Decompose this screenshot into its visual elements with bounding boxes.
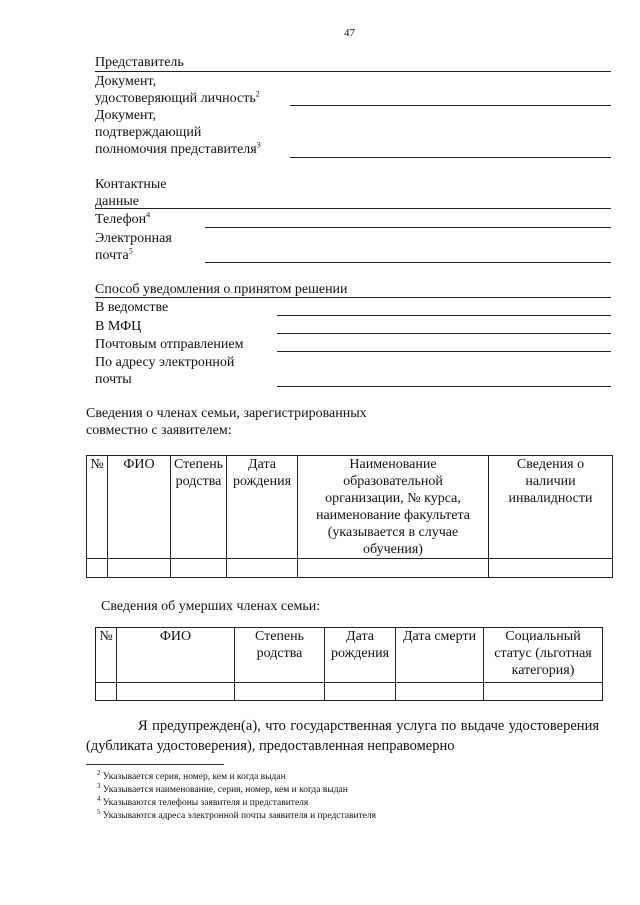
cell-input[interactable] xyxy=(484,683,603,701)
notify-mfc-field[interactable] xyxy=(277,333,611,334)
footnote-ref-5: 5 xyxy=(128,246,133,256)
phone-label xyxy=(95,211,150,228)
phone-label-text: Телефон xyxy=(95,212,147,227)
footnote-separator xyxy=(86,764,224,765)
cell-input[interactable] xyxy=(108,559,171,578)
col-social-status: Социальный статус (льготная категория) xyxy=(484,628,603,683)
family-deceased-empty-row xyxy=(96,683,603,701)
notify-option-office: В ведомстве xyxy=(95,300,169,315)
notification-title: Способ уведомления о принятом решении xyxy=(95,282,348,297)
notify-option-email-line1: По адресу электронной xyxy=(95,355,235,370)
footnote-5: $^5$ Указываются адреса электронной почты заявителя и представителя xyxy=(97,807,377,821)
cell-input[interactable] xyxy=(396,683,484,701)
email-label-line2 xyxy=(95,247,133,264)
cell-input[interactable] xyxy=(87,559,108,578)
cell-input[interactable] xyxy=(227,559,298,578)
footnote-ref-4: 4 xyxy=(146,210,151,220)
notify-option-mfc: В МФЦ xyxy=(95,319,142,334)
doc-authority-label-line2: подтверждающий xyxy=(95,125,202,140)
col-number: № xyxy=(96,628,117,683)
contacts-underline xyxy=(95,208,611,209)
family-deceased-heading: Сведения об умерших членах семьи: xyxy=(101,599,321,614)
notify-option-email-line2: почты xyxy=(95,372,132,387)
family-deceased-header-row xyxy=(96,628,603,683)
footnote-3: $^3$ Указывается наименование, серия, номер, кем и когда выдан xyxy=(97,781,348,795)
footnote-4: $^4$ Указываются телефоны заявителя и представителя xyxy=(97,794,309,808)
page-number: 47 xyxy=(344,27,355,39)
col-birth-date: Дата рождения xyxy=(325,628,396,683)
cell-input[interactable] xyxy=(96,683,117,701)
notify-email-field[interactable] xyxy=(277,386,611,387)
representative-title: Представитель xyxy=(95,55,184,70)
family-registered-header-row xyxy=(87,456,613,559)
phone-field[interactable] xyxy=(205,227,611,228)
col-death-date: Дата смерти xyxy=(396,628,484,683)
doc-authority-label-text: полномочия представителя xyxy=(95,142,257,157)
col-fio: ФИО xyxy=(117,628,235,683)
contacts-title-line1: Контактные xyxy=(95,177,167,192)
cell-input[interactable] xyxy=(325,683,396,701)
notify-office-field[interactable] xyxy=(277,315,611,316)
doc-identity-label-text: удостоверяющий личность xyxy=(95,91,256,106)
col-birth-date: Дата рождения xyxy=(227,456,298,559)
footnote-ref-3: 3 xyxy=(256,140,261,150)
doc-authority-label-line1: Документ, xyxy=(95,108,157,123)
family-registered-empty-row xyxy=(87,559,613,578)
col-kinship: Степень родства xyxy=(235,628,325,683)
cell-input[interactable] xyxy=(171,559,227,578)
doc-identity-label-line2 xyxy=(95,90,260,107)
doc-authority-label-line3 xyxy=(95,141,261,158)
col-education: Наименование образовательной организации, № курса, наименование факультета (указывается в случае обучения) xyxy=(298,456,489,559)
family-deceased-table xyxy=(95,627,603,701)
email-label-line1: Электронная xyxy=(95,231,172,246)
representative-underline xyxy=(95,71,611,72)
contacts-title-line2: данные xyxy=(95,194,139,209)
col-disability: Сведения о наличии инвалидности xyxy=(489,456,613,559)
footnote-2: $^2$ Указывается серия, номер, кем и когда выдан xyxy=(97,768,286,782)
email-label-text: почта xyxy=(95,248,129,263)
col-kinship: Степень родства xyxy=(171,456,227,559)
family-registered-heading-line1: Сведения о членах семьи, зарегистрированных xyxy=(86,406,367,421)
notify-post-field[interactable] xyxy=(277,351,611,352)
doc-authority-field[interactable] xyxy=(290,157,611,158)
family-registered-heading-line2: совместно с заявителем: xyxy=(86,423,232,438)
cell-input[interactable] xyxy=(298,559,489,578)
notification-underline xyxy=(95,297,611,298)
cell-input[interactable] xyxy=(117,683,235,701)
warning-paragraph: Я предупрежден(а), что государственная услуга по выдаче удостоверения (дубликата удостоверения), предоставленная неправомерно xyxy=(86,718,599,754)
col-number: № xyxy=(87,456,108,559)
notify-option-post: Почтовым отправлением xyxy=(95,337,244,352)
cell-input[interactable] xyxy=(235,683,325,701)
doc-identity-field[interactable] xyxy=(290,105,611,106)
col-fio: ФИО xyxy=(108,456,171,559)
footnote-ref-2: 2 xyxy=(255,89,260,99)
family-registered-table xyxy=(86,455,613,578)
cell-input[interactable] xyxy=(489,559,613,578)
email-field[interactable] xyxy=(205,262,611,263)
doc-identity-label-line1: Документ, xyxy=(95,74,157,89)
